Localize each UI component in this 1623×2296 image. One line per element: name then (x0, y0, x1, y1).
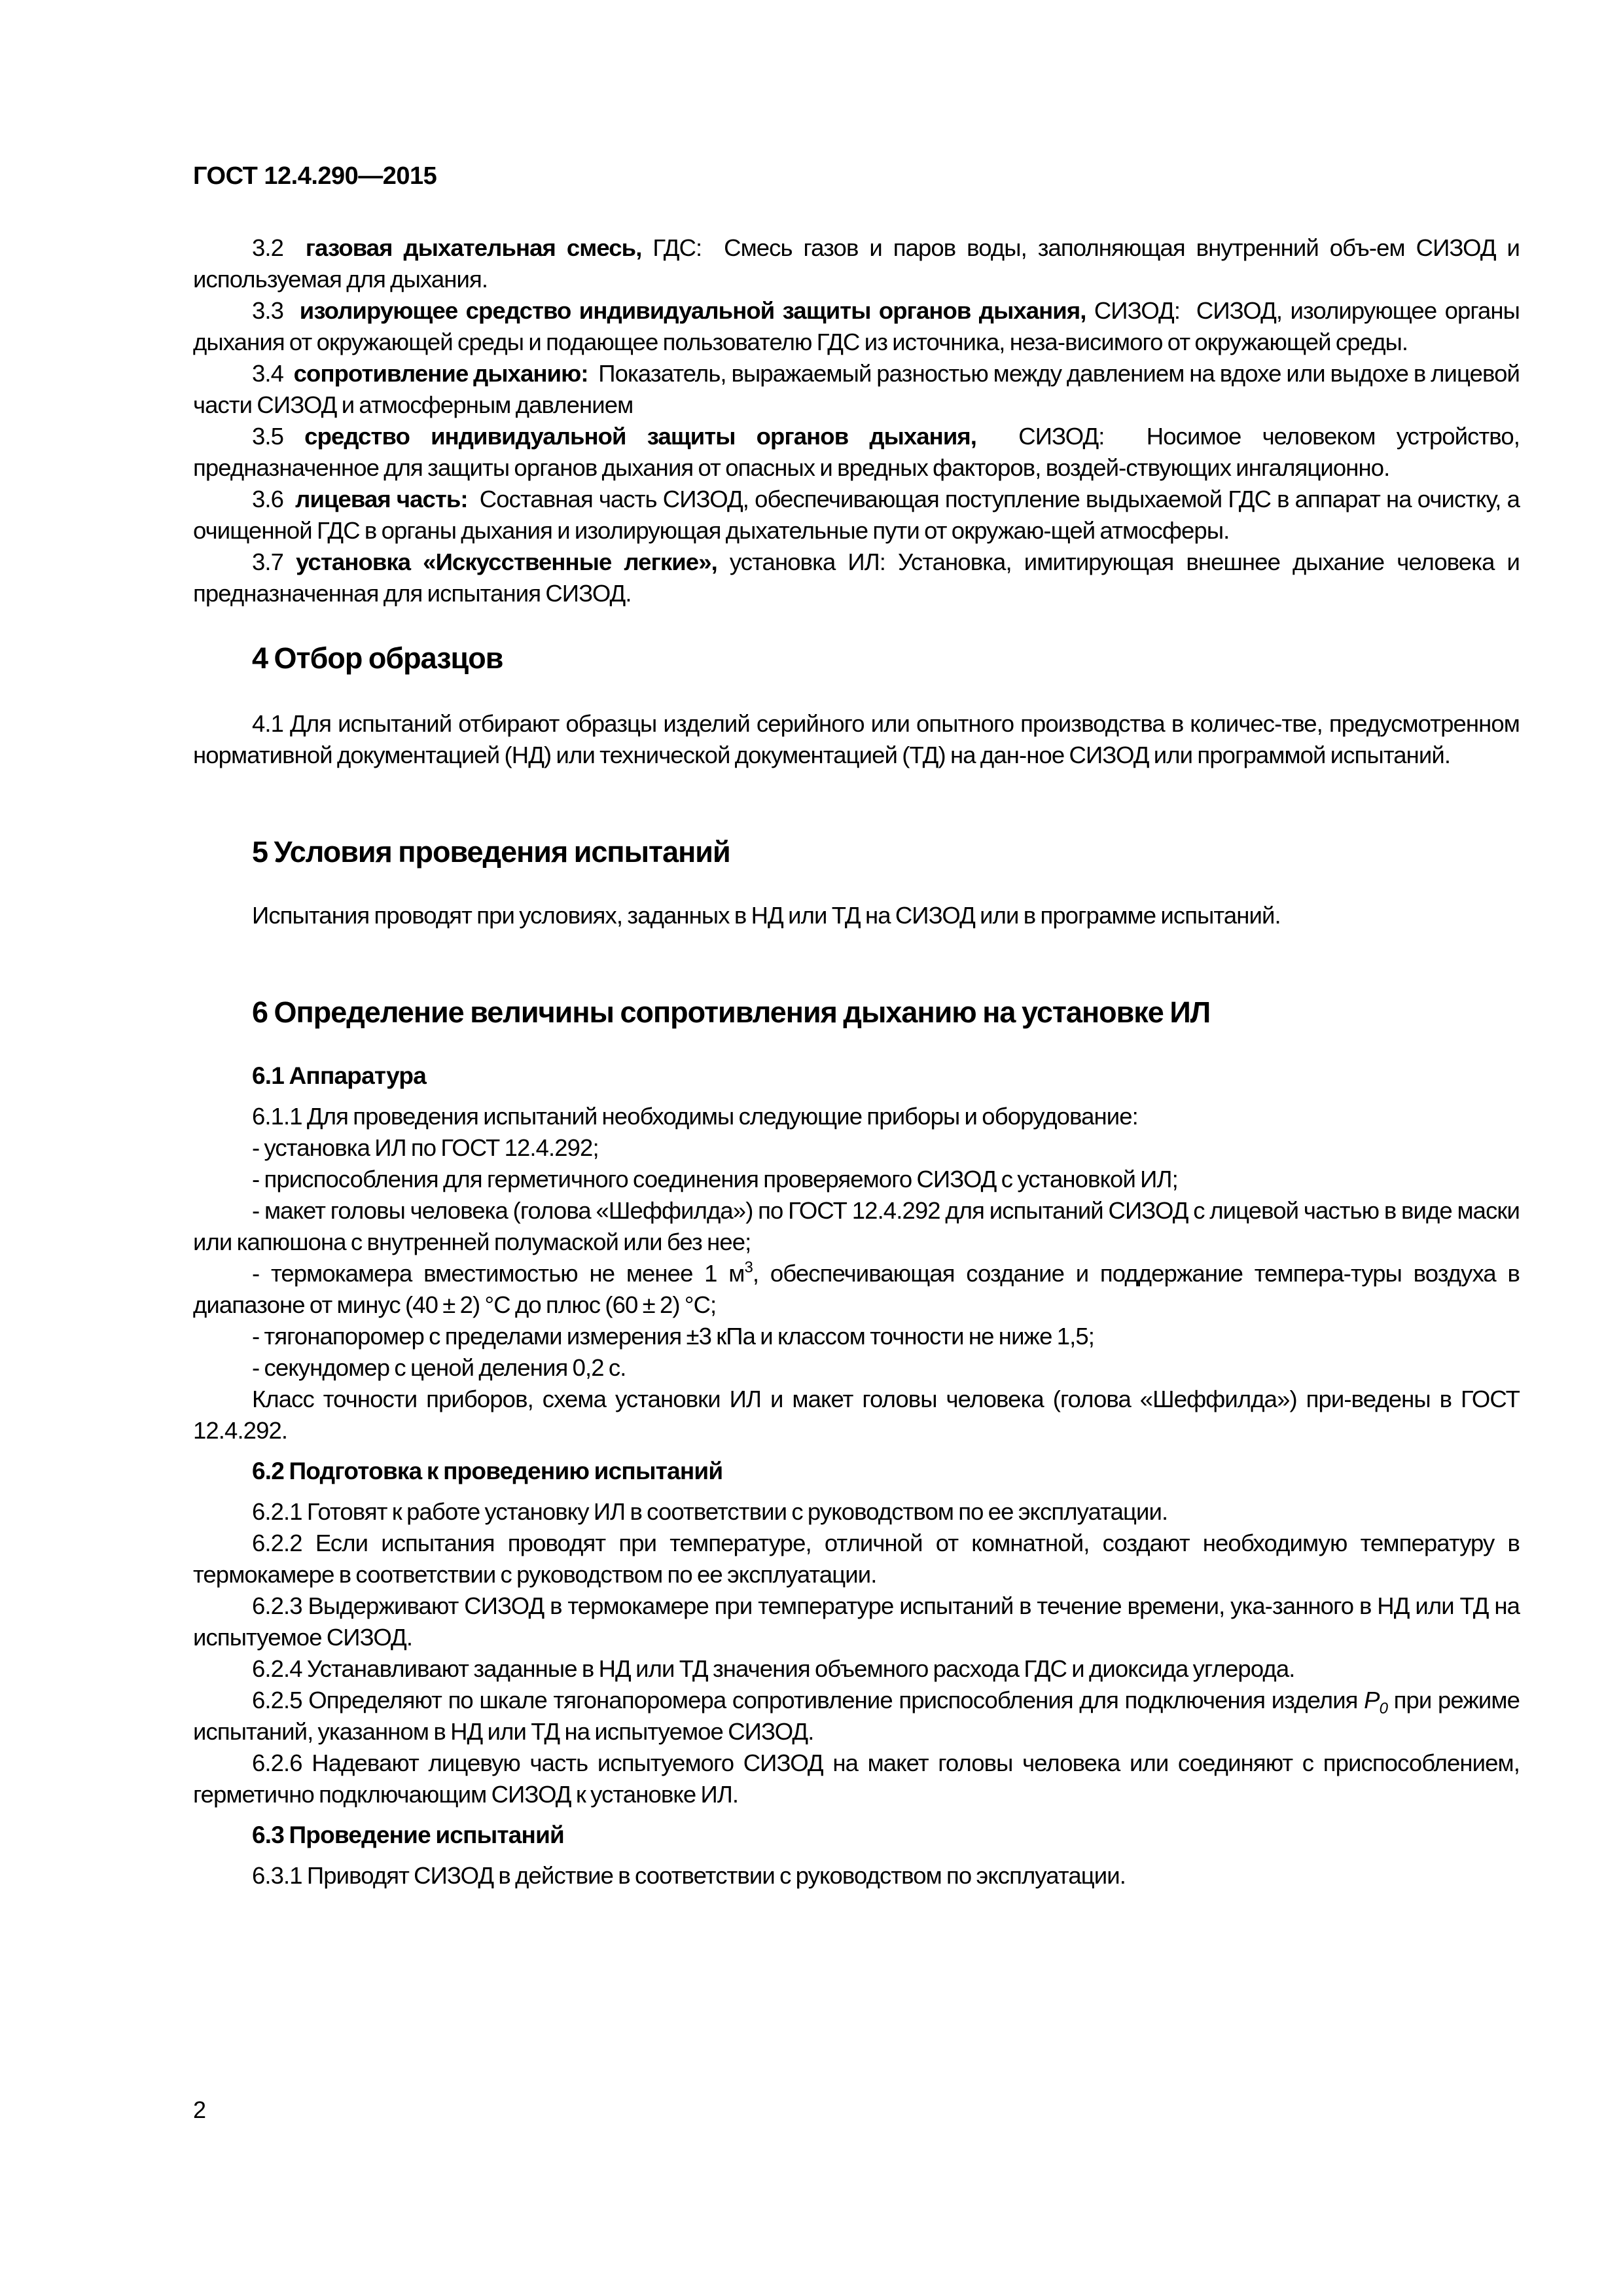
page-number: 2 (193, 2096, 207, 2123)
document-header-code: ГОСТ 12.4.290—2015 (193, 162, 437, 190)
equipment-item: - приспособления для герметичного соединения проверяемого СИЗОД с установкой ИЛ; (252, 1166, 1178, 1193)
term-name: изолирующее средство индивидуальной защиты органов дыхания, (299, 297, 1086, 324)
term-3-2 (193, 232, 1520, 295)
equipment-item: - тягонапоромер с пределами измерения ±3 кПа и классом точности не ниже 1,5; (252, 1323, 1094, 1350)
term-3-7 (193, 547, 1520, 609)
equipment-item-text: - термокамера вместимостью не менее 1 м (252, 1260, 745, 1287)
term-abbr: СИЗОД: (1018, 423, 1105, 450)
spacer (193, 1446, 1520, 1456)
term-number: 3.5 (252, 423, 284, 450)
clause-text: при режиме испытаний, указанном в НД или ТД на испытуемое СИЗОД. (193, 1687, 1520, 1745)
term-definition: Носимое человеком устройство, предназначенное для защиты органов дыхания от опасных и вредных факторов, воздей-ствующих ингаляционно. (193, 423, 1520, 481)
section-6-heading: 6 Определение величины сопротивления дыханию на установке ИЛ (252, 996, 1211, 1029)
term-name: газовая дыхательная смесь, (305, 234, 642, 261)
term-number: 3.7 (252, 548, 284, 575)
spacer (193, 1092, 1520, 1101)
section-5-heading: 5 Условия проведения испытаний (252, 835, 730, 869)
clause-6-2-6: 6.2.6 Надевают лицевую часть испытуемого СИЗОД на макет головы человека или соединяют с приспособлением, герметично подключающим СИЗОД к установке ИЛ. (193, 1749, 1520, 1808)
clause-6-2-1: 6.2.1 Готовят к работе установку ИЛ в соответствии с руководством по ее эксплуатации. (252, 1498, 1168, 1525)
term-definition: СИЗОД, изолирующее органы дыхания от окружающей среды и подающее пользователю ГДС из источника, неза-висимого от окружающей среды. (193, 297, 1520, 355)
equipment-item-text: , обеспечивающая создание и поддержание темпера-туры воздуха в диапазоне от минус (40 ± 2) °С до плюс (60 ± 2) °С; (193, 1260, 1520, 1318)
clause-6-3-1: 6.3.1 Приводят СИЗОД в действие в соответствии с руководством по эксплуатации. (252, 1862, 1126, 1889)
equipment-note: Класс точности приборов, схема установки ИЛ и макет головы человека (голова «Шеффилда») при-ведены в ГОСТ 12.4.292. (193, 1386, 1520, 1444)
term-number: 3.3 (252, 297, 284, 324)
term-name: лицевая часть: (295, 486, 468, 512)
spacer (193, 1031, 1520, 1060)
term-abbr: СИЗОД: (1094, 297, 1181, 324)
term-3-3 (193, 295, 1520, 358)
term-definition: Установка, имитирующая внешнее дыхание человека и предназначенная для испытания СИЗОД. (193, 548, 1520, 607)
spacer (193, 609, 1520, 640)
subsection-6-1-heading: 6.1 Аппаратура (252, 1062, 426, 1089)
spacer (193, 1851, 1520, 1860)
document-body (193, 232, 1520, 1892)
subsection-6-3-heading: 6.3 Проведение испытаний (252, 1821, 564, 1848)
subsection-6-2-heading: 6.2 Подготовка к проведению испытаний (252, 1458, 723, 1484)
section-4-heading: 4 Отбор образцов (252, 641, 503, 675)
superscript: 3 (744, 1259, 753, 1276)
equipment-item: - установка ИЛ по ГОСТ 12.4.292; (252, 1134, 599, 1161)
equipment-item (193, 1258, 1520, 1321)
clause-4-1: 4.1 Для испытаний отбирают образцы изделий серийного или опытного производства в количес-тве, предусмотренном нормативной документацией (НД) или технической документацией (ТД) на дан-ное СИЗОД или программой испытаний. (193, 710, 1520, 768)
clause-6-2-5 (193, 1685, 1520, 1748)
term-3-5 (193, 421, 1520, 484)
clause-6-2-3: 6.2.3 Выдерживают СИЗОД в термокамере при температуре испытаний в течение времени, ука-занного в НД или ТД на испытуемое СИЗОД. (193, 1592, 1520, 1651)
term-number: 3.6 (252, 486, 284, 512)
spacer (193, 931, 1520, 994)
spacer (193, 771, 1520, 834)
equipment-item: - секундомер с ценой деления 0,2 с. (252, 1354, 626, 1381)
clause-6-2-4: 6.2.4 Устанавливают заданные в НД или ТД значения объемного расхода ГДС и диоксида углерода. (252, 1655, 1295, 1682)
spacer (193, 1810, 1520, 1820)
term-name: установка «Искусственные легкие», (296, 548, 717, 575)
term-name: средство индивидуальной защиты органов дыхания, (304, 423, 977, 450)
term-definition: Показатель, выражаемый разностью между давлением на вдохе или выдохе в лицевой части СИЗОД и атмосферным давлением (193, 360, 1520, 418)
subscript: 0 (1379, 1700, 1388, 1717)
clause-6-2-2: 6.2.2 Если испытания проводят при температуре, отличной от комнатной, создают необходимую температуру в термокамере в соответствии с руководством по ее эксплуатации. (193, 1530, 1520, 1588)
section-5-body: Испытания проводят при условиях, заданных в НД или ТД на СИЗОД или в программе испытаний. (252, 902, 1281, 929)
term-definition: Составная часть СИЗОД, обеспечивающая поступление выдыхаемой ГДС в аппарат на очистку, а очищенной ГДС в органы дыхания и изолирующая дыхательные пути от окружаю-щей атмосферы. (193, 486, 1520, 544)
clause-text: 6.2.5 Определяют по шкале тягонапоромера сопротивление приспособления для подключения изделия (252, 1687, 1364, 1713)
variable: P (1364, 1687, 1380, 1713)
equipment-item: - макет головы человека (голова «Шеффилда») по ГОСТ 12.4.292 для испытаний СИЗОД с лицевой частью в виде маски или капюшона с внутренней полумаской или без нее; (193, 1197, 1520, 1255)
term-number: 3.4 (252, 360, 284, 387)
term-number: 3.2 (252, 234, 284, 261)
term-3-4 (193, 358, 1520, 421)
term-name: сопротивление дыханию: (293, 360, 588, 387)
term-definition: Смесь газов и паров воды, заполняющая внутренний объ-ем СИЗОД и используемая для дыхания. (193, 234, 1520, 293)
term-abbr: ГДС: (652, 234, 702, 261)
term-abbr: установка ИЛ: (729, 548, 886, 575)
spacer (193, 677, 1520, 708)
term-3-6 (193, 484, 1520, 547)
clause-6-1-1: 6.1.1 Для проведения испытаний необходимы следующие приборы и оборудование: (252, 1103, 1138, 1130)
spacer (193, 870, 1520, 900)
spacer (193, 1487, 1520, 1496)
